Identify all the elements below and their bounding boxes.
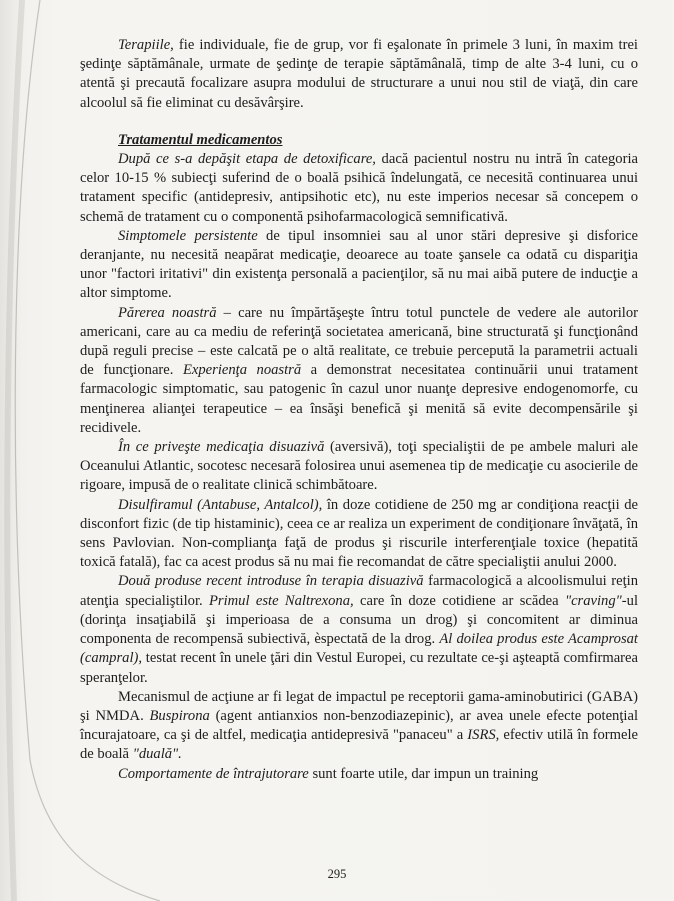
- page-number: 295: [327, 867, 347, 881]
- term-therapies: Terapiile,: [118, 37, 174, 53]
- paragraph-mechanism: Mecanismul de acţiune ar fi legat de impactul pe receptorii gama-aminobutirici (GABA) şi NMDA. Buspirona (agent antianxios non-benzodiazepinic), ar avea unele efecte potenţial încurajatoare, ca şi de altfel, medicaţia antidepresivă "panaceu" a ISRS, efectiv utilă în formele de boală "duală".: [80, 688, 638, 763]
- section-heading: Tratamentul medicamentos: [118, 131, 283, 148]
- paragraph-disulfiram: Disulfiramul (Antabuse, Antalcol), în doze cotidiene de 250 mg ar condiţiona reacţii de disconfort fizic (de tip histaminic), ceea ce ar realiza un experiment de condiţionare învăţată, în sens Pavlovian. Non-complianţa faţă de produs şi riscurile interferenţiale toxice (hepatită toxică fatală), fac ca acest produs să nu mai fie recomandat de către specialiştii anului 2000.: [80, 496, 638, 571]
- page-body: [80, 36, 638, 784]
- paragraph-new-products: Două produse recent introduse în terapia disuazivă farmacologică a alcoolismului reţin atenţia specialiştilor. Primul este Naltrexona, care în doze cotidiene ar scădea "craving"-ul (dorinţa insaţiabilă şi imperioasa de a consuma un drog) şi concomitent ar diminua componenta de recompensă subiectivă, èspectată de la drog. Al doilea produs este Acamprosat (campral), testat recent în unele ţări din Vestul Europei, cu rezultate ce-şi aşteaptă comfirmarea speranţelor.: [80, 573, 638, 686]
- paragraph-detox: După ce s-a depăşit etapa de detoxificare, dacă pacientul nostru nu intră în categoria celor 10-15 % subiecţi suferind de o boală psihică îndelungată, ce necesită continuarea unui tratament specific (antidepresiv, antipsihotic etc), nu este imperios necesar să concepem o schemă de tratament cu o componentă psihofarmacologică semnificativă.: [80, 151, 638, 225]
- paragraph-dissuasive-medication: În ce priveşte medicaţia disuazivă (aversivă), toţi specialiştii de pe ambele maluri ale Oceanului Atlantic, socotesc necesară folosirea unui asemenea tip de medicaţie cu asocierile de rigoare, impusă de o realitate clinică schimbătoare.: [80, 439, 638, 494]
- paragraph-self-help: Comportamente de întrajutorare sunt foarte utile, dar impun un training: [118, 765, 539, 782]
- paragraph-persistent-symptoms: Simptomele persistente de tipul insomniei sau al unor stări depresive şi disforice deranjante, nu necesită neapărat medicaţie, deoarece au toate şansele ca odată cu dispariţia unor "factori iritativi" din existenţa personală a pacienţilor, să nu mai aibă putere de inducţie a altor simptome.: [80, 227, 638, 302]
- paragraph-therapies: Terapiile, fie individuale, fie de grup, vor fi eşalonate în primele 3 luni, în maxim trei şedinţe săptămânale, urmate de şedinţe de terapie săptămânală, timp de alte 3-4 luni, cu o atentă şi precaută focalizare asupra modului de structurare a unui nou stil de viaţă, din care alcoolul să fie eliminat cu desăvârşire.: [80, 37, 638, 111]
- paragraph-our-opinion: Părerea noastră – care nu împărtăşeşte întru totul punctele de vedere ale autorilor americani, care au ca mediu de referinţă societatea americană, bine structurată şi funcţionând după reguli precise – este calcată pe o altă realitate, ce trebuie percepută la parametrii actuali de funcţionare. Experienţa noastră a demonstrat necesitatea continuării unui tratament farmacologic simptomatic, sau patogenic în cazul unor nuanţe depresive endogenomorfe, cu menţinerea alianţei terapeutice – ea însăşi benefică şi menită să evite decompensările şi recidivele.: [80, 304, 638, 436]
